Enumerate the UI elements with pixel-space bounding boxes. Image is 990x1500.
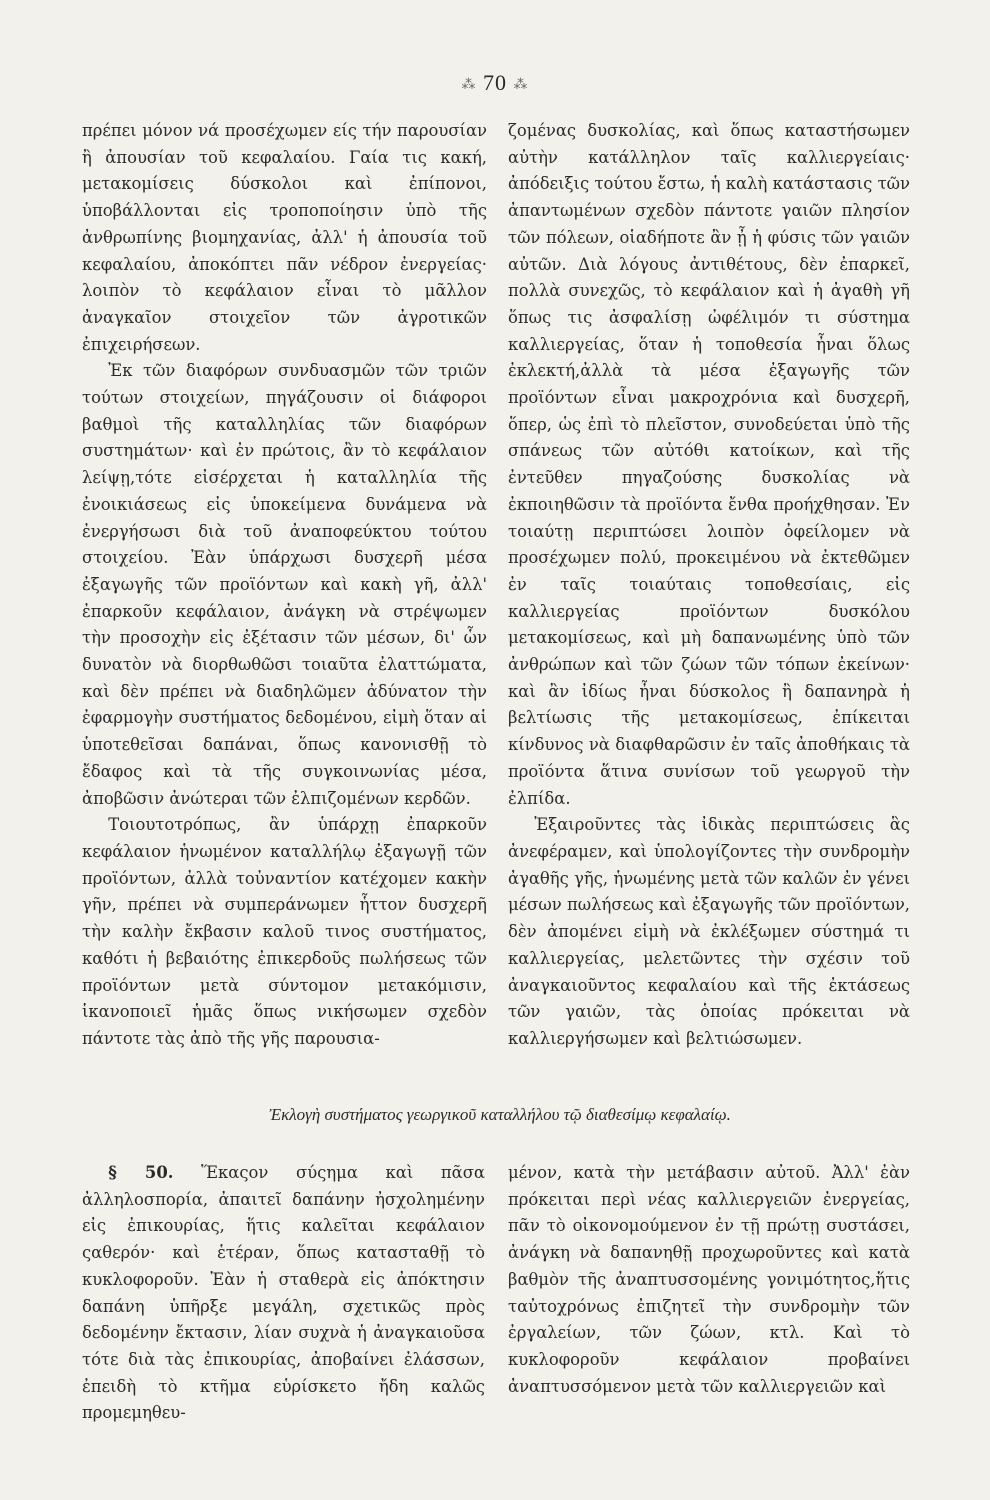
paragraph-text: Ἕκαςον σύςημα καὶ πᾶσα ἀλληλοσπορία, ἀπαιτεῖ δαπάνην ἠσχολημένην εἰς ἐπικουρίας, ἥτις καλεῖται κεφάλαιον ςαθερόν· καὶ ἑτέραν, ὅπως κατασταθῇ τὸ κυκλοφοροῦν. Ἐὰν ἡ σταθερὰ εἰς ἀπόκτησιν δαπάνη ὑπῆρξε μεγάλη, σχετικῶς πρὸς δεδομένην ἔκτασιν, λίαν συχνὰ ἡ ἀναγκαιοῦσα τότε διὰ τὰς ἐπικουρίας, ἀποβαίνει ἐλάσσων, ἐπειδὴ τὸ κτῆμα εὑρίσκετο ἤδη καλῶς προμεμηθευ- [82,1163,485,1423]
ornament-left-icon: ⁂ [461,77,477,93]
section-marker: § 50. [108,1163,174,1182]
page-number: 70 [483,70,507,95]
ornament-right-icon: ⁂ [513,77,529,93]
left-column-bottom [82,1160,485,1427]
paragraph: Ἐκ τῶν διαφόρων συνδυασμῶν τῶν τριῶν τούτων στοιχείων, πηγάζουσιν οἱ διάφοροι βαθμοὶ τῆς καταλληλίας τῶν διαφόρων συστημάτων· καὶ ἐν πρώτοις, ἂν τὸ κεφάλαιον λείψῃ,τότε εἰσέρχεται ἡ καταλληλία τῆς ἐνοικιάσεως εἰς ὑποκείμενα δυνάμενα νὰ ἐνεργήσωσι διὰ τοῦ ἀναποφεύκτου τούτου στοιχείου. Ἐὰν ὑπάρχωσι δυσχερῆ μέσα ἐξαγωγῆς τῶν προϊόντων καὶ κακὴ γῆ, ἀλλ' ἐπαρκοῦν κεφάλαιον, ἀνάγκη νὰ στρέψωμεν τὴν προσοχὴν εἰς ἐξέτασιν τῶν μέσων, δι' ὧν δυνατὸν νὰ διορθωθῶσι τοιαῦτα ἐλαττώματα, καὶ δὲν πρέπει νὰ διαδηλῶμεν ἀδύνατον τὴν ἐφαρμογὴν συστήματος δεδομένου, εἰμὴ ὅταν αἱ ὑποτεθεῖσαι δαπάναι, ὅπως κανονισθῇ τὸ ἔδαφος καὶ τὰ τῆς συγκοινωνίας μέσα, ἀποβῶσιν ἀνώτεραι τῶν ἐλπιζομένων κερδῶν. [82,361,487,808]
left-column-top [82,118,487,1053]
paragraph: Ἐξαιροῦντες τὰς ἰδικὰς περιπτώσεις ἃς ἀνεφέραμεν, καὶ ὑπολογίζοντες τὴν συνδρομὴν ἀγαθῆς γῆς, ἡνωμένης μετὰ τῶν καλῶν ἐν γένει μέσων πωλήσεως καὶ ἐξαγωγῆς τῶν προϊόντων, δὲν ἀπομένει εἰμὴ νὰ ἐκλέξωμεν σύστημά τι καλλιεργείας, μελετῶντες τὴν σχέσιν τοῦ ἀναγκαιοῦντος κεφαλαίου καὶ τῆς ἐκτάσεως τῶν γαιῶν, τὰς ὁποίας πρόκειται νὰ καλλιεργήσωμεν καὶ βελτιώσωμεν. [508,815,910,1048]
paragraph: ζομένας δυσκολίας, καὶ ὅπως καταστήσωμεν αὐτὴν κατάλληλον ταῖς καλλιεργείαις· ἀπόδειξις τούτου ἔστω, ἡ καλὴ κατάστασις τῶν ἀπαντωμένων σχεδὸν πάντοτε γαιῶν πλησίον τῶν πόλεων, οἱαδήποτε ἂν ᾖ ἡ φύσις τῶν γαιῶν αὐτῶν. Διὰ λόγους ἀντιθέτους, δὲν ἐπαρκεῖ, πολλὰ συνεχῶς, τὸ κεφάλαιον καὶ ἡ ἀγαθὴ γῆ ὅπως τις ἀσφαλίσῃ ὠφέλιμόν τι σύστημα καλλιεργείας, ὅταν ἡ τοποθεσία ἦναι ὅλως ἐκλεκτή,ἀλλὰ τὰ μέσα ἐξαγωγῆς τῶν προϊόντων εἶναι μακροχρόνια καὶ δυσχερῆ, ὅπερ, ὡς ἐπὶ τὸ πλεῖστον, συνοδεύεται ὑπὸ τῆς σπάνεως τῶν αὐτόθι κατοίκων, καὶ τῆς ἐντεῦθεν πηγαζούσης δυσκολίας νὰ ἐκποιηθῶσιν τὰ προϊόντα ἔνθα προήχθησαν. Ἐν τοιαύτῃ περιπτώσει λοιπὸν ὀφείλομεν νὰ προσέχωμεν πολύ, προκειμένου νὰ ἐκτεθῶμεν ἐν ταῖς τοιαύταις τοποθεσίαις, εἰς καλλιεργείας προϊόντων δυσκόλου μετακομίσεως, καὶ μὴ δαπανωμένης ὑπὸ τῶν ἀνθρώπων καὶ τῶν ζώων τῶν τόπων ἐκείνων· καὶ ἂν ἰδίως ἦναι δύσκολος ἢ δαπανηρὰ ἡ βελτίωσις τῆς μετακομίσεως, ἐπίκειται κίνδυνος νὰ διαφθαρῶσιν ἐν ταῖς ἀποθήκαις τὰ προϊόντα ἅτινα συνίσων τοῦ γεωργοῦ τὴν ἐλπίδα. [508,121,910,808]
section-heading: Ἐκλογὴ συστήματος γεωργικοῦ καταλλήλου τῷ διαθεσίμῳ κεφαλαίῳ. [269,1105,731,1124]
paragraph: πρέπει μόνον νά προσέχωμεν είς τήν παρουσίαν ἢ ἀπουσίαν τοῦ κεφαλαίου. Γαία τις κακή, μετακομίσεις δύσκολοι καὶ ἐπίπονοι, ὑποβάλλονται εἰς τροποποίησιν ὑπὸ τῆς ἀνθρωπίνης βιομηχανίας, ἀλλ' ἡ ἀπουσία τοῦ κεφαλαίου, ἀποκόπτει πᾶν νέδρον ἐνεργείας· λοιπὸν τὸ κεφάλαιον εἶναι τὸ μᾶλλον ἀναγκαῖον στοιχεῖον τῶν ἀγροτικῶν ἐπιχειρήσεων. [82,121,487,354]
paragraph: μένον, κατὰ τὴν μετάβασιν αὐτοῦ. Ἀλλ' ἐὰν πρόκειται περὶ νέας καλλιεργειῶν ἐνεργείας, πᾶν τὸ οἰκονομούμενον ἐν τῇ πρώτῃ συστάσει, ἀνάγκη νὰ δαπανηθῇ προχωροῦντες καὶ κατὰ βαθμὸν τῆς ἀναπτυσσομένης γονιμότητος,ἥτις ταὐτοχρόνως ἐπιζητεῖ τὴν συνδρομὴν τῶν ἐργαλείων, τῶν ζώων, κτλ. Καὶ τὸ κυκλοφοροῦν κεφάλαιον προβαίνει ἀναπτυσσόμενον μετὰ τῶν καλλιεργειῶν καὶ [508,1163,910,1396]
right-column-bottom [508,1160,910,1400]
page-header [0,70,990,96]
paragraph [82,1160,485,1427]
right-column-top [508,118,910,1053]
paragraph: Τοιουτοτρόπως, ἂν ὑπάρχῃ ἐπαρκοῦν κεφάλαιον ἡνωμένον καταλλήλῳ ἐξαγωγῇ τῶν προϊόντων, ἀλλὰ τοὐναντίον κατέχομεν κακὴν γῆν, πρέπει νὰ συμπεράνωμεν ἧττον δυσχερῆ τὴν καλὴν ἔκβασιν καλοῦ τινος συστήματος, καθότι ἡ βεβαιότης ἐπικερδοῦς πωλήσεως τῶν προϊόντων μετὰ σύντομον μετακόμισιν, ἱκανοποιεῖ ἡμᾶς ὅπως νικήσωμεν σχεδὸν πάντοτε τὰς ἀπὸ τῆς γῆς παρουσια- [82,815,487,1048]
